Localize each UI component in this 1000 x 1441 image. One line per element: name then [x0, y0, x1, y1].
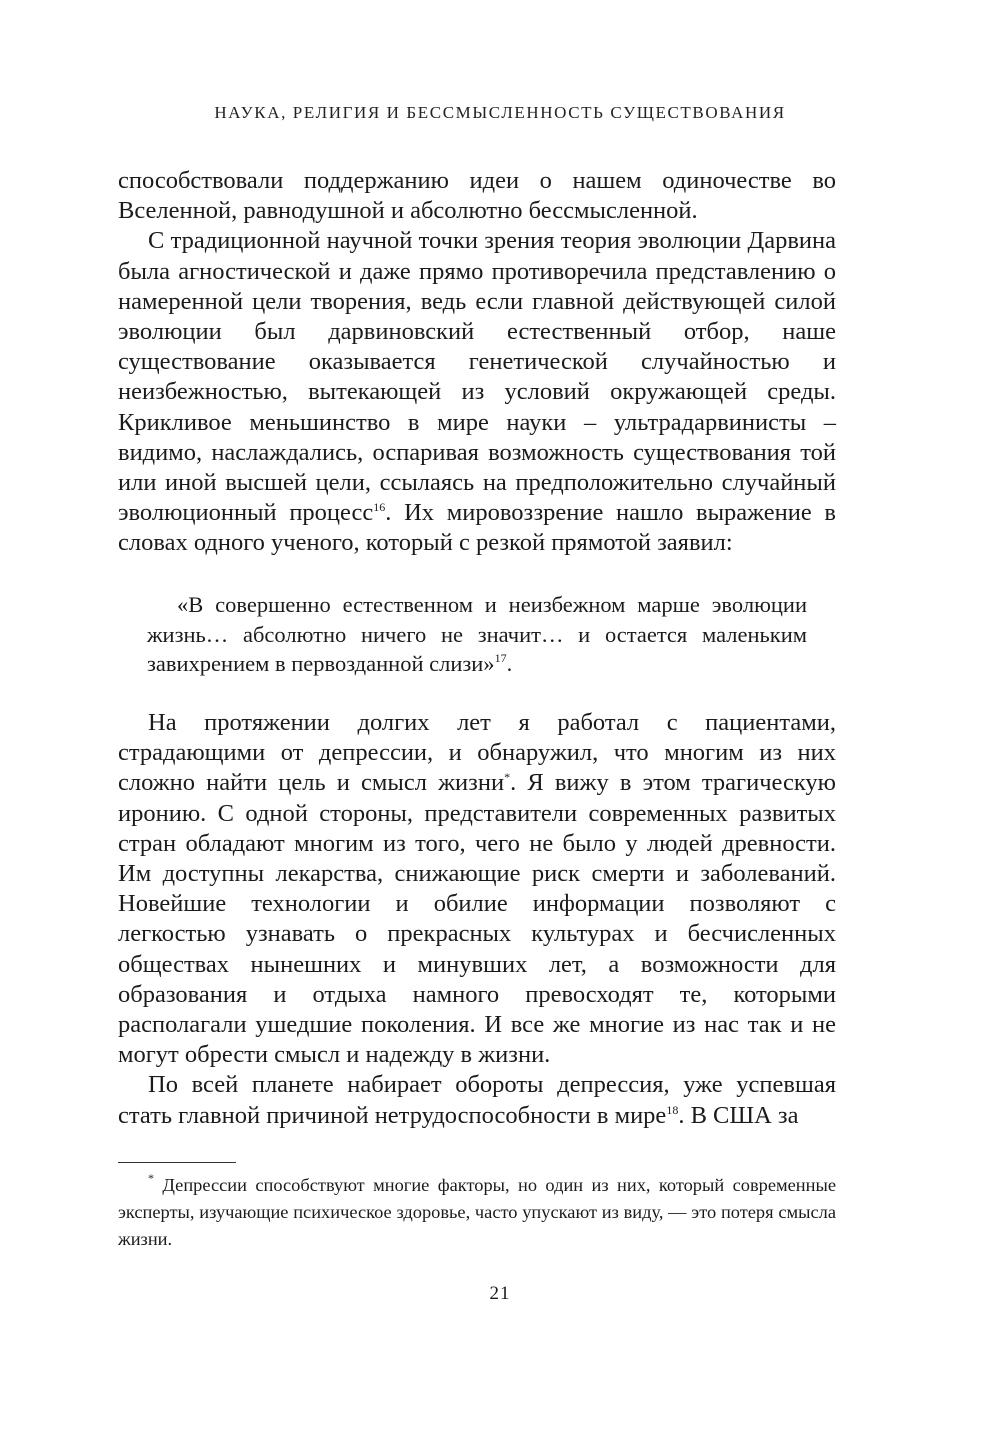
main-text-upper — [118, 166, 836, 559]
footnote-text: Депрессии способствуют многие факторы, но один из них, который современные эксперты, изучающие психическое здоровье, часто упускают из виду, — это потеря смысла жизни. — [118, 1175, 836, 1249]
page-number: 21 — [489, 1283, 511, 1304]
paragraph-planet — [118, 1070, 836, 1130]
quote-paragraph — [147, 590, 807, 679]
paragraph-darwin — [118, 226, 836, 558]
endnote-ref-17[interactable]: 17 — [494, 651, 507, 665]
footnote — [118, 1172, 836, 1253]
running-title: НАУКА, РЕЛИГИЯ И БЕССМЫСЛЕННОСТЬ СУЩЕСТВОВАНИЯ — [214, 103, 786, 122]
footnote-mark: * — [148, 1171, 154, 1185]
endnote-ref-18[interactable]: 18 — [666, 1102, 679, 1117]
paragraph-darwin-text: С традиционной научной точки зрения теория эволюции Дарвина была агностической и даже прямо противоречила представлению о намеренной цели творения, ведь если главной действующей силой эволюции был дарвиновский естественный отбор, наше существование оказывается генетической случайностью и неизбежностью, вытекающей из условий окружающей среды. Крикливое меньшинство в мире науки – ультрадарвинисты – видимо, наслаждались, оспаривая возможность существования той или иной высшей цели, ссылаясь на предположительно случайный эволюционный процесс — [118, 227, 836, 527]
endnote-ref-16[interactable]: 16 — [373, 500, 386, 515]
quote-tail: . — [506, 651, 513, 676]
paragraph-continuation: способствовали поддержанию идеи о нашем одиночестве во Вселенной, равнодушной и абсолютно бессмысленной. — [118, 167, 836, 225]
block-quote — [147, 590, 807, 679]
footnote-paragraph — [118, 1172, 836, 1253]
paragraph-depression-text: На протяжении долгих лет я работал с пациентами, страдающими от депрессии, и обнаружил, что многим из них сложно найти цель и смысл жизни — [118, 709, 836, 797]
main-text-lower — [118, 708, 836, 1131]
footnote-divider — [118, 1162, 236, 1163]
footnote-ref-asterisk[interactable]: * — [504, 770, 511, 785]
quote-text: «В совершенно естественном и неизбежном марше эволюции жизнь… абсолютно ничего не значит… и остается маленьким завихрением в первозданной слизи» — [147, 592, 807, 676]
paragraph-darwin-tail: . Их мировоззрение нашло выражение в словах одного ученого, который с резкой прямотой заявил: — [118, 499, 836, 557]
paragraph-depression — [118, 708, 836, 1070]
paragraph-planet-tail: . В США за — [678, 1101, 799, 1129]
paragraph-planet-text: По всей планете набирает обороты депрессия, уже успевшая стать главной причиной нетрудоспособности в мире — [118, 1071, 836, 1129]
paragraph-depression-tail: . Я вижу в этом трагическую иронию. С одной стороны, представители современных развитых стран обладают многим из того, чего не было у людей древности. Им доступны лекарства, снижающие риск смерти и заболеваний. Новейшие технологии и обилие информации позволяют с легкостью узнавать о прекрасных культурах и бесчисленных обществах нынешних и минувших лет, а возможности для образования и отдыха намного превосходят те, которыми располагали ушедшие поколения. И все же многие из нас так и не могут обрести смысл и надежду в жизни. — [118, 769, 836, 1069]
